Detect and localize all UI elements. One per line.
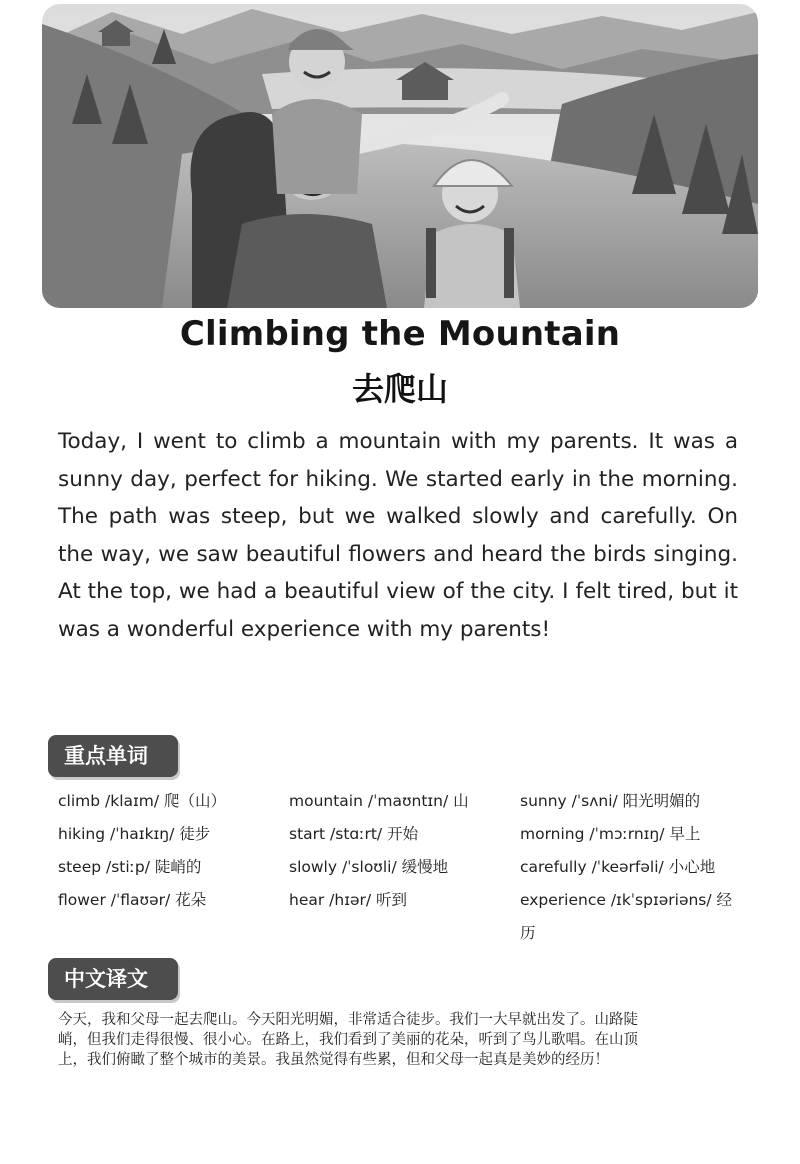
vocab-column-2 bbox=[289, 785, 469, 917]
story-paragraph: Today, I went to climb a mountain with my parents. It was a sunny day, perfect for hiking. We started early in the morning. The path was steep, but we walked slowly and carefully. On the way, we saw beautiful flowers and heard the birds singing. At the top, we had a beautiful view of the city. I felt tired, but it was a wonderful experience with my parents! bbox=[58, 429, 738, 642]
translation-section-label: 中文译文 bbox=[48, 958, 178, 1000]
vocab-item: mountain /ˈmaʊntɪn/ 山 bbox=[289, 792, 469, 810]
vocab-item: steep /stiːp/ 陡峭的 bbox=[58, 858, 202, 876]
vocab-item: carefully /ˈkeərfəli/ 小心地 bbox=[520, 858, 716, 876]
vocab-item: slowly /ˈsloʊli/ 缓慢地 bbox=[289, 858, 449, 876]
family-hiking-illustration bbox=[42, 4, 758, 308]
vocab-column-1 bbox=[58, 785, 226, 917]
vocab-item: morning /ˈmɔːrnɪŋ/ 早上 bbox=[520, 825, 701, 843]
vocab-column-3 bbox=[520, 785, 735, 950]
hero-illustration bbox=[42, 4, 758, 308]
vocab-item: hear /hɪər/ 听到 bbox=[289, 891, 408, 909]
chinese-translation: 今天，我和父母一起去爬山。今天阳光明媚，非常适合徒步。我们一大早就出发了。山路陡峭，但我们走得很慢、很小心。在路上，我们看到了美丽的花朵，听到了鸟儿歌唱。在山顶上，我们俯瞰了整个城市的美景。我虽然觉得有些累，但和父母一起真是美妙的经历！ bbox=[58, 1012, 638, 1068]
title-english: Climbing the Mountain bbox=[179, 314, 621, 354]
vocab-item: experience /ɪkˈspɪəriəns/ 经历 bbox=[520, 891, 733, 942]
vocab-item: sunny /ˈsʌni/ 阳光明媚的 bbox=[520, 792, 701, 810]
vocab-section-label: 重点单词 bbox=[48, 735, 178, 777]
vocab-item: flower /ˈflaʊər/ 花朵 bbox=[58, 891, 207, 909]
vocab-item: start /stɑːrt/ 开始 bbox=[289, 825, 419, 843]
vocab-item: hiking /ˈhaɪkɪŋ/ 徒步 bbox=[58, 825, 211, 843]
title-chinese: 去爬山 bbox=[351, 370, 448, 408]
vocab-item: climb /klaɪm/ 爬（山） bbox=[58, 792, 227, 810]
